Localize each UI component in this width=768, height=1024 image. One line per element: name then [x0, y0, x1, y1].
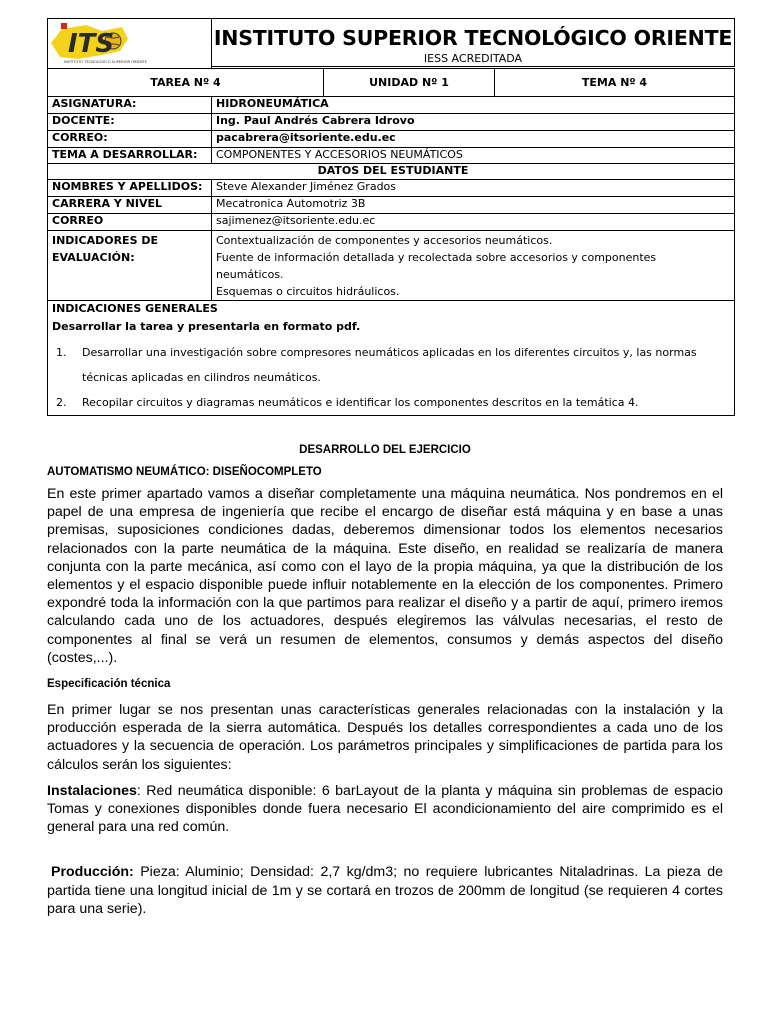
- general-list: [52, 340, 728, 415]
- theme-value: COMPONENTES Y ACCESORIOS NEUMÁTICOS: [212, 148, 735, 164]
- subheading: AUTOMATISMO NEUMÁTICO: DISEÑOCOMPLETO: [47, 466, 322, 478]
- production-label: Producción:: [51, 864, 134, 881]
- paragraph-installations: [47, 782, 723, 837]
- indicator-item: Fuente de información detallada y recolectada sobre accesorios y componentes: [216, 251, 657, 264]
- student-email-label: CORREO: [48, 214, 212, 231]
- names-value: Steve Alexander Jiménez Grados: [212, 180, 735, 197]
- institution-cell: [212, 19, 735, 67]
- indicators-label-line-2: EVALUACIÓN:: [52, 251, 135, 264]
- paragraph-intro: En este primer apartado vamos a diseñar completamente una máquina neumática. Nos pondremos en el papel de una empresa de ingeniería que recibe el encargo de diseñar está máquina y en base a unas premisas, suposiciones condiciones dadas, deberemos dimensionar todos los elementos necesarios relacionados con la parte neumática de la máquina. Este diseño, en realidad se realizaría de manera conjunta con la parte mecánica, así como con el layo de la propia máquina, ya que la distribución de los elementos y el espacio disponible puede influir notablemente en la elección de los componentes. Primero expondré toda la información con la que partimos para realizar el diseño y a partir de aquí, primero iremos calculando cada uno de los actuadores, después elegiremos las válvulas necesarias, el resto de componentes al final se verá un resumen de elementos, consumos y demás aspectos del diseño (costes,...).: [47, 486, 723, 666]
- institution-name: INSTITUTO SUPERIOR TECNOLÓGICO ORIENTE: [213, 26, 733, 50]
- indicator-item: neumáticos.: [216, 268, 284, 281]
- indicator-item: Esquemas o circuitos hidráulicos.: [216, 285, 400, 298]
- general-instructions: [48, 301, 735, 416]
- spec-heading: Especificación técnica: [47, 678, 171, 691]
- logo-caption: INSTITUTO TECNOLÓGICO SUPERIOR ORIENTE: [64, 60, 147, 64]
- teacher-value: Ing. Paul Andrés Cabrera Idrovo: [212, 114, 735, 131]
- indicators-list: [212, 231, 735, 301]
- indicator-item: Contextualización de componentes y accesorios neumáticos.: [216, 234, 553, 247]
- indicators-label: [48, 231, 212, 301]
- unit-number: UNIDAD Nº 1: [324, 69, 495, 97]
- general-title: INDICACIONES GENERALES: [52, 302, 218, 315]
- names-label: NOMBRES Y APELLIDOS:: [48, 180, 212, 197]
- list-text: técnicas aplicadas en cilindros neumáticos.: [82, 371, 321, 384]
- list-text: Recopilar circuitos y diagramas neumáticos e identificar los componentes descritos en la temática 4.: [82, 396, 639, 409]
- header-table: [47, 18, 735, 416]
- list-number: 1.: [56, 346, 67, 359]
- its-logo: [48, 19, 147, 67]
- general-subtitle: Desarrollar la tarea y presentarla en formato pdf.: [52, 320, 361, 333]
- subject-value: HIDRONEUMÁTICA: [212, 97, 735, 114]
- logo-cell: [48, 19, 212, 69]
- paragraph-spec: En primer lugar se nos presentan unas características generales relacionadas con la instalación y la producción esperada de la sierra automática. Después los detalles correspondientes a cada uno de los actuadores y la secuencia de operación. Los parámetros principales y simplificaciones de partida para los cálculos serán los siguientes:: [47, 702, 723, 773]
- logo-letters: ITS: [68, 29, 115, 59]
- accreditation: IESS ACREDITADA: [423, 52, 523, 65]
- list-item: [52, 340, 728, 390]
- list-number: 2.: [56, 396, 67, 409]
- topic-number: TEMA Nº 4: [495, 69, 735, 97]
- email-value: pacabrera@itsoriente.edu.ec: [212, 131, 735, 148]
- paragraph-production: [47, 863, 723, 918]
- student-email-value: sajimenez@itsoriente.edu.ec: [212, 214, 735, 231]
- career-label: CARRERA Y NIVEL: [48, 197, 212, 214]
- subject-label: ASIGNATURA:: [48, 97, 212, 114]
- theme-label: TEMA A DESARROLLAR:: [48, 148, 212, 164]
- installations-label: Instalaciones: [47, 782, 137, 799]
- student-section-title: DATOS DEL ESTUDIANTE: [48, 164, 735, 180]
- installations-text: : Red neumática disponible: 6 barLayout de la planta y máquina sin problemas de espacio Tomas y conexiones disponibles donde fuera necesario El acondicionamiento del aire comprimido es el general para una red común.: [47, 782, 723, 836]
- list-item: [52, 390, 728, 415]
- email-label: CORREO:: [48, 131, 212, 148]
- indicators-label-line-1: INDICADORES DE: [52, 234, 158, 247]
- production-text: Pieza: Aluminio; Densidad: 2,7 kg/dm3; no requiere lubricantes Nitaladrinas. La pieza de partida tiene una longitud inicial de 1m y se cortará en trozos de 200mm de longitud (se requieren 4 cortes para una serie).: [47, 864, 723, 917]
- teacher-label: DOCENTE:: [48, 114, 212, 131]
- career-value: Mecatronica Automotriz 3B: [212, 197, 735, 214]
- document-body: [47, 440, 723, 918]
- list-text: Desarrollar una investigación sobre compresores neumáticos aplicadas en los diferentes circuitos y, las normas: [82, 346, 697, 359]
- task-number: TAREA Nº 4: [48, 69, 324, 97]
- section-title: DESARROLLO DEL EJERCICIO: [299, 444, 471, 456]
